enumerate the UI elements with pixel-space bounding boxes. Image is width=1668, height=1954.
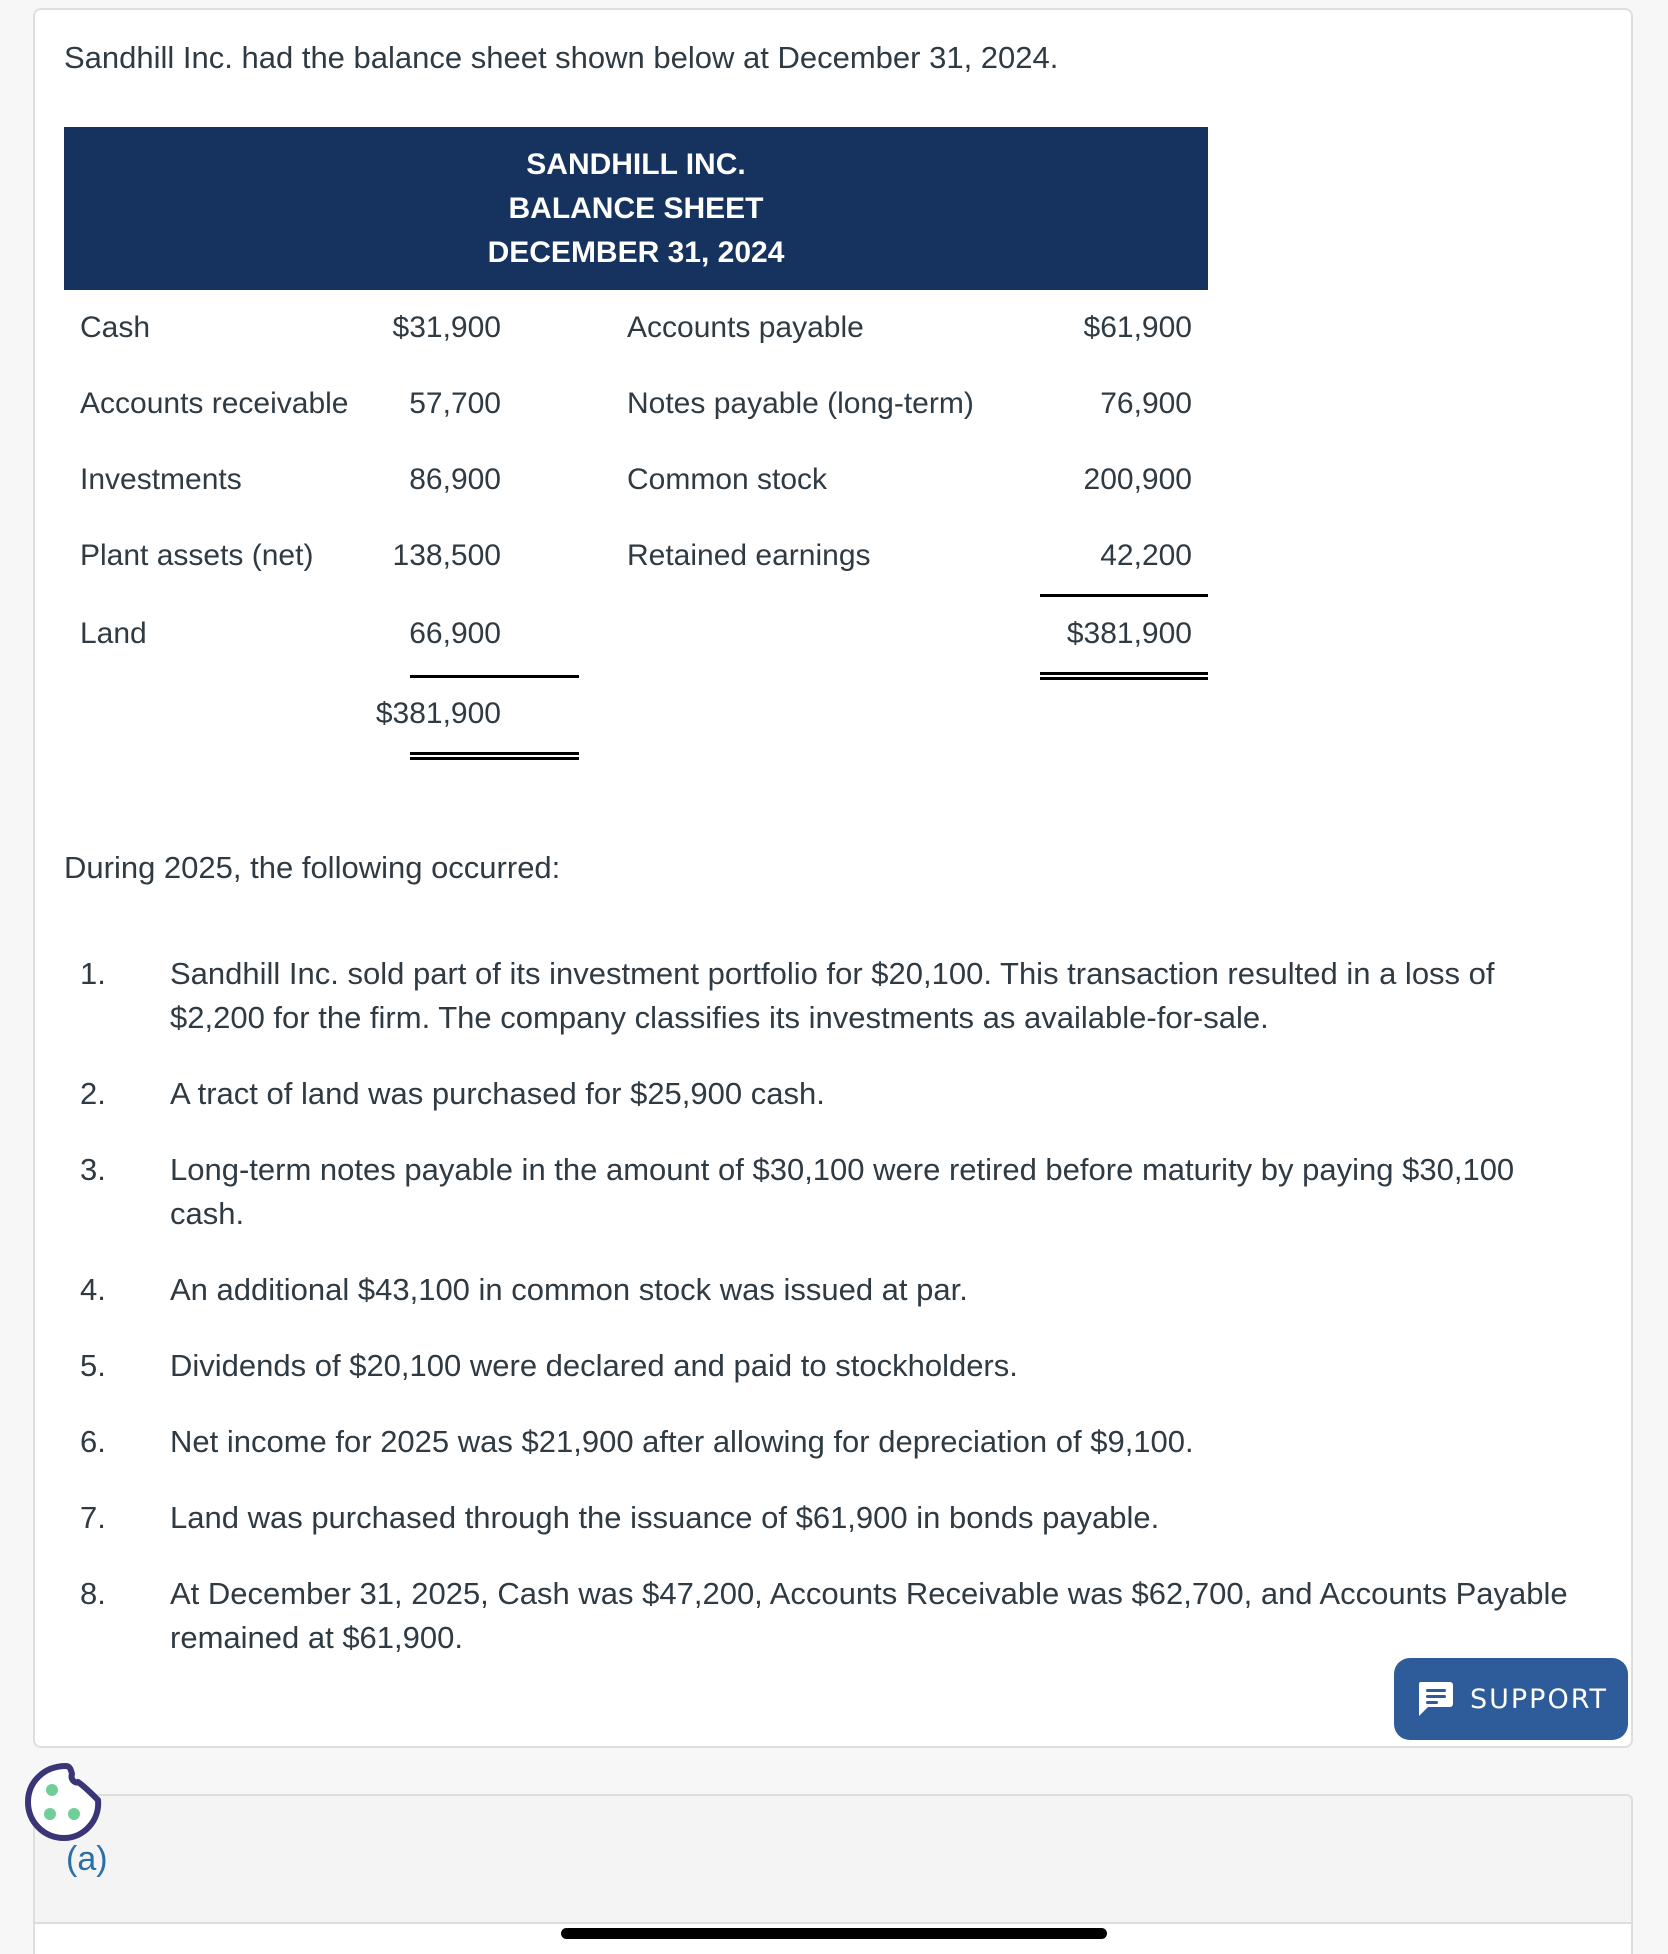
balance-sheet-header xyxy=(64,127,1208,290)
asset-amount: $31,900 xyxy=(392,311,501,344)
asset-amount: 138,500 xyxy=(392,539,501,572)
item-text: An additional $43,100 in common stock was issued at par. xyxy=(170,1272,968,1307)
list-item xyxy=(64,1496,1584,1540)
item-text: A tract of land was purchased for $25,900 cash. xyxy=(170,1076,825,1111)
asset-label: Investments xyxy=(80,463,242,496)
cookie-icon[interactable] xyxy=(22,1760,106,1844)
item-text: Long-term notes payable in the amount of $30,100 were retired before maturity by paying $30,100 cash. xyxy=(170,1152,1515,1231)
item-number: 1. xyxy=(80,956,106,991)
item-text: Land was purchased through the issuance of $61,900 in bonds payable. xyxy=(170,1500,1160,1535)
asset-label: Land xyxy=(80,617,147,650)
home-indicator[interactable] xyxy=(561,1928,1107,1939)
liability-label: Retained earnings xyxy=(627,539,871,572)
liability-amount: 200,900 xyxy=(1083,463,1192,496)
intro-text: Sandhill Inc. had the balance sheet shown below at December 31, 2024. xyxy=(64,40,1059,75)
events-list xyxy=(64,952,1584,1692)
asset-label: Plant assets (net) xyxy=(80,539,314,572)
balance-sheet-row xyxy=(64,617,1208,657)
liability-label: Accounts payable xyxy=(627,311,864,344)
support-label: SUPPORT xyxy=(1469,1683,1608,1715)
list-item xyxy=(64,1268,1584,1312)
item-number: 3. xyxy=(80,1152,106,1187)
total-assets-row xyxy=(64,697,1208,737)
list-item xyxy=(64,1344,1584,1388)
item-text: Net income for 2025 was $21,900 after allowing for depreciation of $9,100. xyxy=(170,1424,1194,1459)
total-assets: $381,900 xyxy=(375,697,501,730)
statement-title: BALANCE SHEET xyxy=(508,191,764,225)
list-item xyxy=(64,1420,1584,1464)
part-a-label[interactable]: (a) xyxy=(66,1840,108,1878)
list-item xyxy=(64,1572,1584,1660)
balance-sheet-row xyxy=(64,387,1208,427)
item-number: 6. xyxy=(80,1424,106,1459)
item-number: 4. xyxy=(80,1272,106,1307)
statement-date: DECEMBER 31, 2024 xyxy=(487,235,785,269)
item-number: 5. xyxy=(80,1348,106,1383)
company-name: SANDHILL INC. xyxy=(526,147,746,181)
part-a-panel xyxy=(33,1794,1633,1924)
list-item xyxy=(64,1072,1584,1116)
list-item xyxy=(64,952,1584,1040)
asset-label: Cash xyxy=(80,311,151,344)
liability-amount: 42,200 xyxy=(1100,539,1192,572)
total-double-rule xyxy=(1040,672,1208,680)
balance-sheet-row xyxy=(64,539,1208,579)
total-double-rule xyxy=(410,752,579,760)
events-intro: During 2025, the following occurred: xyxy=(64,850,561,885)
item-number: 8. xyxy=(80,1576,106,1611)
liability-label: Notes payable (long-term) xyxy=(627,387,974,420)
asset-amount: 57,700 xyxy=(409,387,501,420)
item-number: 7. xyxy=(80,1500,106,1535)
subtotal-rule xyxy=(410,675,579,678)
item-number: 2. xyxy=(80,1076,106,1111)
item-text: Dividends of $20,100 were declared and paid to stockholders. xyxy=(170,1348,1018,1383)
liability-label: Common stock xyxy=(627,463,828,496)
list-item xyxy=(64,1148,1584,1236)
balance-sheet-row xyxy=(64,463,1208,503)
item-text: Sandhill Inc. sold part of its investment portfolio for $20,100. This transaction resulted in a loss of $2,200 for the firm. The company classifies its investments as available-for-sale. xyxy=(170,956,1495,1035)
support-button[interactable] xyxy=(1394,1658,1628,1740)
liability-amount: 76,900 xyxy=(1100,387,1192,420)
subtotal-rule xyxy=(1040,594,1208,597)
liability-amount: $61,900 xyxy=(1083,311,1192,344)
item-text: At December 31, 2025, Cash was $47,200, Accounts Receivable was $62,700, and Accounts Payable remained at $61,900. xyxy=(170,1576,1568,1655)
asset-label: Accounts receivable xyxy=(80,387,349,420)
chat-icon xyxy=(1414,1678,1456,1720)
asset-amount: 66,900 xyxy=(409,617,501,650)
balance-sheet-row xyxy=(64,311,1208,351)
total-liabilities-equity: $381,900 xyxy=(1066,617,1192,650)
asset-amount: 86,900 xyxy=(409,463,501,496)
